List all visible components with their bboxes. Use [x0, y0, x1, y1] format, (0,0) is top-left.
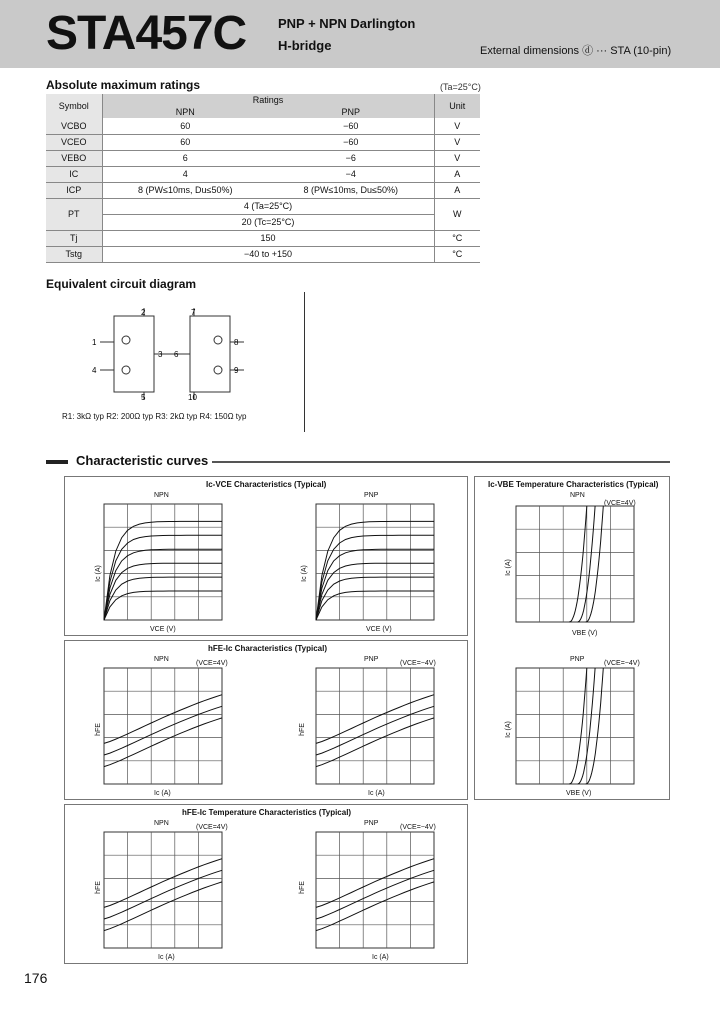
y-axis-label: Ic (A): [504, 559, 512, 576]
table-row: IC 4 −4 A: [46, 166, 480, 182]
curve: [104, 870, 222, 919]
ratings-condition: (Ta=25°C): [440, 82, 481, 92]
pin-6: 6: [174, 350, 179, 359]
ratings-title: Absolute maximum ratings: [46, 78, 201, 92]
curve: [104, 882, 222, 931]
y-axis-label: Ic (A): [94, 565, 102, 582]
graph-title: Ic-VCE Characteristics (Typical): [206, 480, 327, 489]
curve: [586, 506, 604, 622]
condition-label: (VCE=4V): [196, 824, 228, 831]
curve: [104, 706, 222, 755]
external-dimensions: External dimensions ⓓ ··· STA (10-pin): [480, 45, 672, 57]
col-npn: NPN: [102, 106, 268, 118]
col-pnp: PNP: [268, 106, 434, 118]
y-axis-label: hFE: [298, 881, 306, 894]
resistor-values: R1: 3kΩ typ R2: 200Ω typ R3: 2kΩ typ R4: 150Ω typ: [62, 412, 247, 421]
device-config: H-bridge: [278, 38, 332, 53]
curve: [316, 695, 434, 744]
curve: [316, 706, 434, 755]
pin-2: 2: [141, 308, 146, 317]
curve: [586, 668, 604, 784]
plot-frame: [104, 832, 222, 948]
curve: [316, 882, 434, 931]
y-axis-label: hFE: [298, 723, 306, 736]
graph-title: hFE-Ic Temperature Characteristics (Typical): [182, 808, 352, 817]
curve: [104, 591, 222, 620]
plot-frame: [516, 506, 634, 622]
pin-3: 3: [158, 350, 163, 359]
pnp-label: PNP: [364, 492, 379, 499]
curves-title: Characteristic curves: [72, 453, 212, 468]
curve: [316, 870, 434, 919]
y-axis-label: Ic (A): [300, 565, 308, 582]
page-number: 176: [24, 970, 48, 986]
table-row: VCBO 60 −60 V: [46, 118, 480, 134]
col-symbol: Symbol: [46, 94, 102, 118]
curve: [569, 668, 587, 784]
x-axis-label: VBE (V): [566, 790, 592, 797]
curve: [577, 506, 595, 622]
curve: [104, 695, 222, 744]
curve: [104, 577, 222, 620]
graph-title: hFE-Ic Characteristics (Typical): [208, 644, 327, 653]
npn-label: NPN: [570, 492, 585, 499]
pin-9: 9: [234, 366, 239, 375]
curve: [316, 577, 434, 620]
table-row: Tstg −40 to +150 °C: [46, 246, 480, 262]
y-axis-label: hFE: [94, 723, 102, 736]
curve: [316, 591, 434, 620]
pnp-label: PNP: [364, 656, 379, 663]
curve: [316, 718, 434, 767]
table-row: ICP 8 (PW≤10ms, Du≤50%) 8 (PW≤10ms, Du≤50%) A: [46, 182, 480, 198]
pin-5: 5: [141, 393, 146, 402]
col-ratings: Ratings: [102, 94, 434, 106]
circuit-title: Equivalent circuit diagram: [46, 277, 197, 291]
pin-8: 8: [234, 338, 239, 347]
y-axis-label: Ic (A): [504, 721, 512, 738]
curve: [104, 521, 222, 620]
part-number: STA457C: [46, 7, 247, 60]
plot-frame: [104, 668, 222, 784]
npn-label: NPN: [154, 656, 169, 663]
x-axis-label: Ic (A): [154, 790, 171, 797]
pin-1: 1: [92, 338, 97, 347]
graph-title: Ic-VBE Temperature Characteristics (Typical): [488, 480, 659, 489]
pnp-label: PNP: [570, 656, 585, 663]
table-row: VEBO 6 −6 V: [46, 150, 480, 166]
x-axis-label: Ic (A): [158, 954, 175, 961]
pnp-label: PNP: [364, 820, 379, 827]
x-axis-label: VCE (V): [366, 626, 392, 633]
pin-10: 10: [188, 393, 197, 402]
curve: [104, 859, 222, 908]
curve: [316, 859, 434, 908]
condition-label: (VCE=4V): [196, 660, 228, 667]
condition-label: (VCE=−4V): [400, 824, 436, 831]
table-row: 20 (Tc=25°C): [46, 214, 480, 230]
pin-4: 4: [92, 366, 97, 375]
plot-frame: [516, 668, 634, 784]
plot-frame: [316, 668, 434, 784]
plot-frame: [316, 832, 434, 948]
device-type: PNP + NPN Darlington: [278, 16, 416, 31]
x-axis-label: VCE (V): [150, 626, 176, 633]
curve: [316, 521, 434, 620]
condition-label: (VCE=4V): [604, 500, 636, 507]
condition-label: (VCE=−4V): [604, 660, 640, 667]
x-axis-label: Ic (A): [372, 954, 389, 961]
table-row: Tj 150 °C: [46, 230, 480, 246]
npn-label: NPN: [154, 492, 169, 499]
y-axis-label: hFE: [94, 881, 102, 894]
curve: [104, 718, 222, 767]
curve: [569, 506, 587, 622]
pin-7: 7: [191, 308, 196, 317]
col-unit: Unit: [434, 94, 480, 118]
npn-label: NPN: [154, 820, 169, 827]
table-row: PT 4 (Ta=25°C) W: [46, 198, 480, 214]
x-axis-label: Ic (A): [368, 790, 385, 797]
curve: [577, 668, 595, 784]
x-axis-label: VBE (V): [572, 630, 598, 637]
table-row: VCEO 60 −60 V: [46, 134, 480, 150]
condition-label: (VCE=−4V): [400, 660, 436, 667]
